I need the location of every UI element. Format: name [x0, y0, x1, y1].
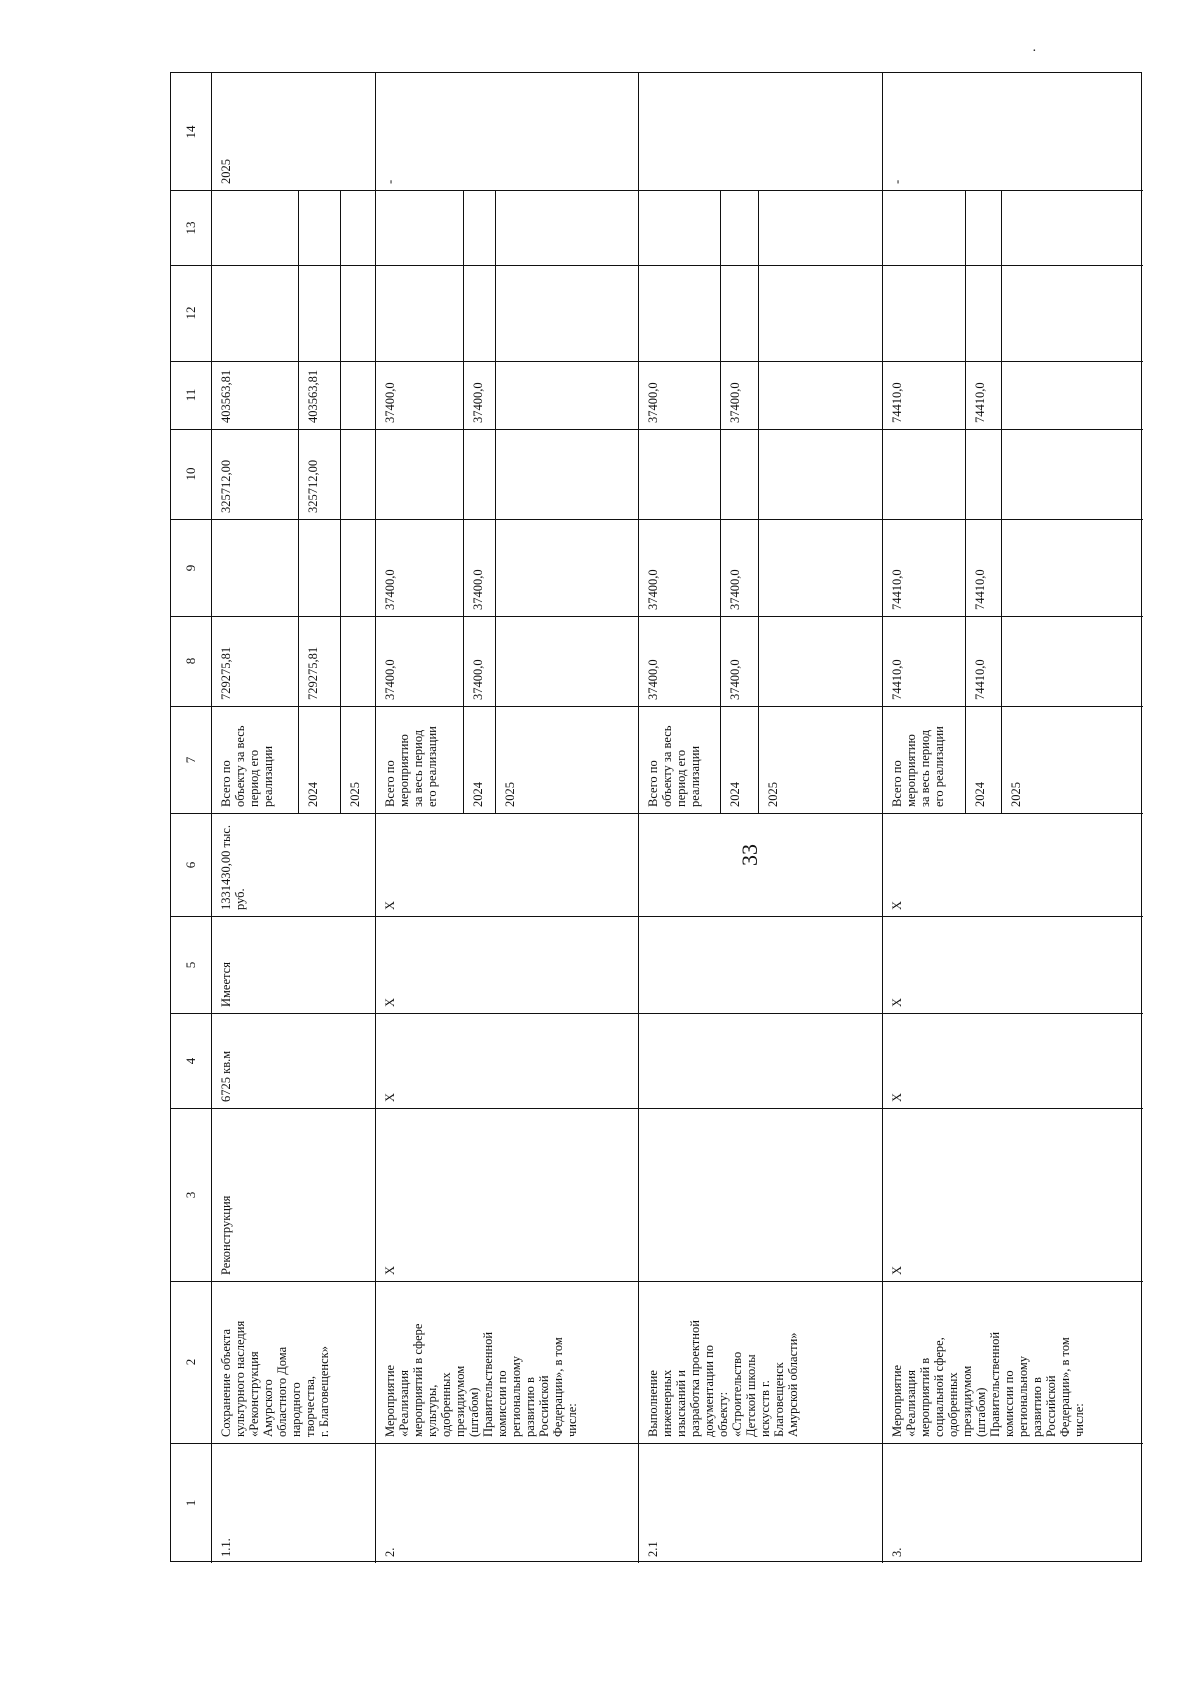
federal-amount: 74410,0 — [890, 569, 904, 610]
object-name: Выполнение инженерных изысканий и разработка проектной документации по объекту: «Строительство Детской школы искусств г. Благовещенск Амурской области» — [646, 1320, 800, 1437]
subrow-divider — [1001, 706, 1002, 813]
subrow-divider — [298, 190, 299, 265]
row-number: 3. — [890, 1547, 904, 1557]
column-header-13: 13 — [183, 221, 198, 234]
period-label: 2024 — [973, 782, 987, 807]
work-type: Реконструкция — [219, 1195, 233, 1275]
design-docs: Имеется — [219, 962, 233, 1007]
subrow-divider — [1001, 265, 1002, 361]
period-label: Всего по объекту за весь период его реализации — [219, 725, 275, 807]
subrow-divider — [1001, 190, 1002, 265]
subrow-divider — [298, 361, 299, 429]
capacity: Х — [890, 1092, 904, 1102]
column-boundary — [171, 265, 1143, 266]
row-divider — [882, 73, 883, 1563]
subrow-divider — [463, 190, 464, 265]
column-boundary — [171, 706, 1143, 707]
total-amount: 37400,0 — [383, 659, 397, 700]
subrow-divider — [1001, 361, 1002, 429]
federal-amount: 37400,0 — [471, 569, 485, 610]
estimated-cost: 1331430,00 тыс. руб. — [219, 824, 247, 910]
local-amount: 403563,81 — [219, 369, 233, 423]
design-docs: Х — [890, 997, 904, 1007]
subrow-divider — [720, 519, 721, 616]
work-type: Х — [383, 1265, 397, 1275]
subrow-divider — [340, 429, 341, 519]
subrow-divider — [298, 616, 299, 706]
page-number: 33 — [737, 844, 762, 866]
total-amount: 37400,0 — [471, 659, 485, 700]
local-amount: 37400,0 — [646, 382, 660, 423]
subrow-divider — [340, 519, 341, 616]
period-label: 2024 — [471, 782, 485, 807]
column-boundary — [171, 519, 1143, 520]
total-amount: 729275,81 — [306, 646, 320, 700]
period-label: 2024 — [728, 782, 742, 807]
total-amount: 729275,81 — [219, 646, 233, 700]
subrow-divider — [965, 265, 966, 361]
local-amount: 37400,0 — [383, 382, 397, 423]
total-amount: 37400,0 — [728, 659, 742, 700]
data-table — [170, 72, 1142, 1562]
subrow-divider — [340, 361, 341, 429]
subrow-divider — [758, 519, 759, 616]
subrow-divider — [720, 190, 721, 265]
subrow-divider — [758, 190, 759, 265]
subrow-divider — [495, 361, 496, 429]
column-boundary — [171, 813, 1143, 814]
local-amount: 74410,0 — [890, 382, 904, 423]
estimated-cost: Х — [890, 900, 904, 910]
total-amount: 37400,0 — [646, 659, 660, 700]
federal-amount: 74410,0 — [973, 569, 987, 610]
subrow-divider — [298, 519, 299, 616]
row-number: 2. — [383, 1547, 397, 1557]
regional-amount: 325712,00 — [306, 459, 320, 513]
column-boundary — [171, 1281, 1143, 1282]
column-boundary — [171, 361, 1143, 362]
subrow-divider — [965, 519, 966, 616]
local-amount: 74410,0 — [973, 382, 987, 423]
column-header-1: 1 — [183, 1499, 198, 1507]
subrow-divider — [463, 429, 464, 519]
completion-year: - — [890, 179, 904, 184]
federal-amount: 37400,0 — [646, 569, 660, 610]
subrow-divider — [298, 429, 299, 519]
subrow-divider — [965, 616, 966, 706]
subrow-divider — [720, 265, 721, 361]
subrow-divider — [1001, 519, 1002, 616]
total-amount: 74410,0 — [890, 659, 904, 700]
subrow-divider — [720, 706, 721, 813]
period-label: Всего по мероприятию за весь период его реализации — [890, 726, 946, 807]
completion-year: 2025 — [219, 159, 233, 184]
local-amount: 37400,0 — [728, 382, 742, 423]
period-label: Всего по объекту за весь период его реализации — [646, 725, 702, 807]
subrow-divider — [495, 429, 496, 519]
subrow-divider — [1001, 429, 1002, 519]
column-header-12: 12 — [183, 306, 198, 320]
subrow-divider — [720, 616, 721, 706]
column-boundary — [171, 1108, 1143, 1109]
column-header-7: 7 — [183, 756, 198, 763]
period-label: Всего по мероприятию за весь период его реализации — [383, 726, 439, 807]
subrow-divider — [495, 706, 496, 813]
column-header-14: 14 — [183, 125, 198, 138]
design-docs: Х — [383, 997, 397, 1007]
column-boundary — [171, 616, 1143, 617]
local-amount: 37400,0 — [471, 382, 485, 423]
period-label: 2025 — [766, 782, 780, 807]
subrow-divider — [965, 429, 966, 519]
subrow-divider — [298, 265, 299, 361]
period-label: 2025 — [348, 782, 362, 807]
subrow-divider — [463, 616, 464, 706]
column-boundary — [171, 916, 1143, 917]
column-header-11: 11 — [183, 388, 198, 402]
federal-amount: 37400,0 — [728, 569, 742, 610]
column-boundary — [171, 190, 1143, 191]
column-header-3: 3 — [183, 1191, 198, 1198]
subrow-divider — [758, 265, 759, 361]
column-header-5: 5 — [183, 961, 198, 968]
work-type: Х — [890, 1265, 904, 1275]
estimated-cost: Х — [383, 900, 397, 910]
subrow-divider — [463, 265, 464, 361]
subrow-divider — [340, 190, 341, 265]
object-name: Мероприятие «Реализация мероприятий в сфере культуры, одобренных президиумом (штабом) Правительственной комиссии по региональному развитию в Российской Федерации», в том числе: — [383, 1323, 579, 1437]
period-label: 2025 — [1009, 782, 1023, 807]
column-boundary — [171, 1443, 1143, 1444]
scan-speck: · — [1032, 44, 1037, 59]
column-header-6: 6 — [183, 861, 198, 868]
column-header-8: 8 — [183, 657, 198, 665]
regional-amount: 325712,00 — [219, 459, 233, 513]
column-header-2: 2 — [183, 1358, 198, 1366]
header-divider — [211, 73, 212, 1563]
period-label: 2024 — [306, 782, 320, 807]
row-number: 1.1. — [219, 1538, 233, 1557]
column-header-9: 9 — [183, 564, 198, 571]
object-name: Мероприятие «Реализация мероприятий в социальной сфере, одобренных президиумом (штабом) Правительственной комиссии по региональному развитию в Российской Федерации», в том числе: — [890, 1331, 1086, 1437]
subrow-divider — [965, 190, 966, 265]
subrow-divider — [495, 616, 496, 706]
column-header-4: 4 — [183, 1057, 198, 1064]
subrow-divider — [495, 265, 496, 361]
subrow-divider — [463, 361, 464, 429]
local-amount: 403563,81 — [306, 369, 320, 423]
subrow-divider — [758, 361, 759, 429]
subrow-divider — [463, 706, 464, 813]
row-number: 2.1 — [646, 1541, 660, 1557]
subrow-divider — [758, 706, 759, 813]
subrow-divider — [720, 361, 721, 429]
total-amount: 74410,0 — [973, 659, 987, 700]
capacity: Х — [383, 1092, 397, 1102]
subrow-divider — [1001, 616, 1002, 706]
column-boundary — [171, 429, 1143, 430]
column-header-10: 10 — [183, 467, 198, 481]
row-divider — [375, 73, 376, 1563]
subrow-divider — [340, 616, 341, 706]
subrow-divider — [340, 265, 341, 361]
column-boundary — [171, 1013, 1143, 1014]
subrow-divider — [965, 361, 966, 429]
subrow-divider — [298, 706, 299, 813]
completion-year: - — [383, 179, 397, 184]
capacity: 6725 кв.м — [219, 1050, 233, 1102]
period-label: 2025 — [503, 782, 517, 807]
subrow-divider — [340, 706, 341, 813]
subrow-divider — [758, 616, 759, 706]
federal-amount: 37400,0 — [383, 569, 397, 610]
subrow-divider — [720, 429, 721, 519]
subrow-divider — [495, 190, 496, 265]
object-name: Сохранение объекта культурного наследия «Реконструкция Амурского областного Дома народного творчества, г. Благовещенск» — [219, 1320, 331, 1437]
subrow-divider — [495, 519, 496, 616]
subrow-divider — [758, 429, 759, 519]
subrow-divider — [463, 519, 464, 616]
row-divider — [638, 73, 639, 1563]
subrow-divider — [965, 706, 966, 813]
